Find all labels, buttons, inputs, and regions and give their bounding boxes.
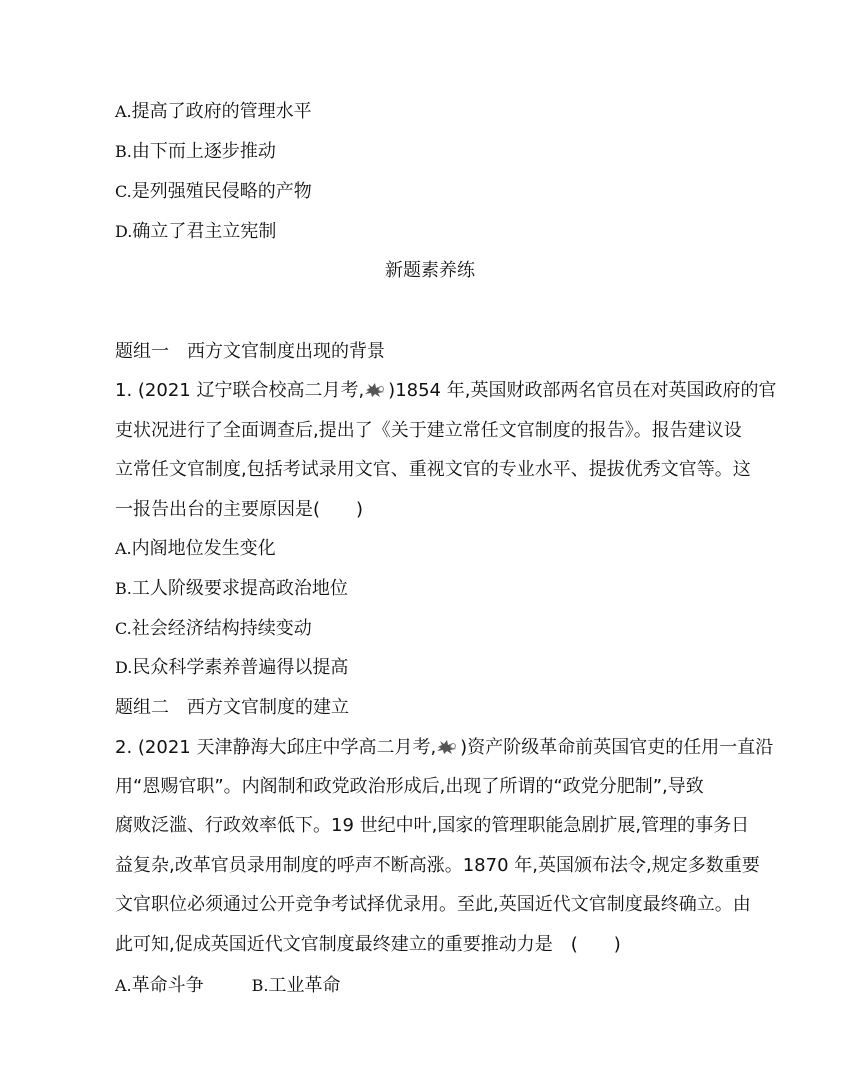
option-letter: A. [115,539,132,558]
option-text: 是列强殖民侵略的产物 [131,181,312,202]
q2-options-row [115,975,340,997]
option-letter: A. [115,102,132,121]
option-letter: B. [115,142,132,161]
q1-option-b [115,578,348,600]
option-letter: B. [115,579,132,598]
option-letter: A. [115,976,132,995]
q2-option-a [115,975,204,996]
q2-line-2: 用“恩赐官职”。内阁制和政党政治形成后,出现了所谓的“政党分肥制”,导致 [115,776,704,797]
prev-option-a [115,101,312,123]
difficulty-star-icon [436,740,458,754]
prev-option-b [115,141,276,163]
option-text: 确立了君主立宪制 [132,221,277,242]
q1-line-2: 吏状况进行了全面调查后,提出了《关于建立常任文官制度的报告》。报告建议设 [115,420,742,441]
option-letter: D. [115,658,133,677]
difficulty-star-icon [364,383,386,397]
q2-line-3: 腐败泛滥、行政效率低下。19 世纪中叶,国家的管理职能急剧扩展,管理的事务日 [115,815,750,836]
q2-source: 2. (2021 天津静海大邱庄中学高二月考, [115,737,437,758]
q1-option-a [115,538,276,560]
q2-line-1 [115,737,774,759]
q1-text-start: )1854 年,英国财政部两名官员在对英国政府的官 [388,380,777,401]
q2-line-6: 此可知,促成英国近代文官制度最终建立的重要推动力是 ( ) [115,934,621,955]
q2-line-5: 文官职位必须通过公开竞争考试择优录用。至此,英国近代文官制度最终确立。由 [115,894,751,915]
q2-option-b [252,975,341,996]
option-text: 工人阶级要求提高政治地位 [131,578,348,599]
q1-line-3: 立常任文官制度,包括考试录用文官、重视文官的专业水平、提拔优秀文官等。这 [115,459,751,480]
group2-title: 题组二 西方文官制度的建立 [115,697,349,718]
option-text: 工业革命 [268,975,341,996]
option-text: 社会经济结构持续变动 [131,618,312,639]
q2-line-4: 益复杂,改革官员录用制度的呼声不断高涨。1870 年,英国颁布法令,规定多数重要 [115,855,760,876]
q2-text-start: )资产阶级革命前英国官吏的任用一直沿 [460,737,774,758]
option-text: 革命斗争 [131,975,204,996]
option-text: 内阁地位发生变化 [131,538,276,559]
option-text: 由下而上逐步推动 [131,141,276,162]
option-letter: C. [115,619,132,638]
q1-option-d [115,657,348,679]
option-letter: D. [115,222,133,241]
option-letter: C. [115,182,132,201]
q1-line-4: 一报告出台的主要原因是( ) [115,499,364,520]
section-title: 新题素养练 [385,260,475,281]
q1-source: 1. (2021 辽宁联合校高二月考, [115,380,365,401]
option-text: 提高了政府的管理水平 [131,101,312,122]
option-text: 民众科学素养普遍得以提高 [132,657,349,678]
q1-option-c [115,618,312,640]
q1-line-1 [115,380,777,402]
prev-option-c [115,181,312,203]
option-letter: B. [251,976,269,995]
prev-option-d [115,221,276,243]
group1-title: 题组一 西方文官制度出现的背景 [115,341,385,362]
